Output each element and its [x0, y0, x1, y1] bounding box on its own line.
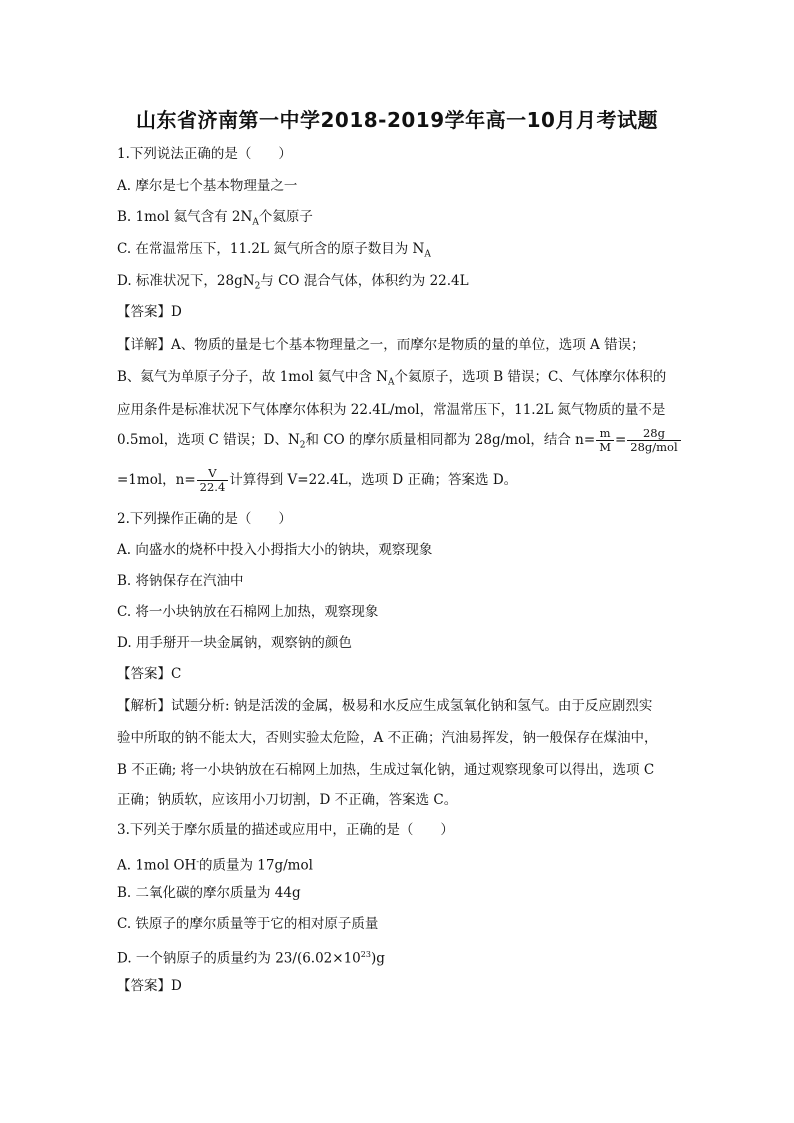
- q2-explanation-line-2: 验中所取的钠不能太大，否则实验太危险，A 不正确；汽油易挥发，钠一般保存在煤油中，: [117, 730, 658, 746]
- q2-explanation-line-3: B 不正确; 将一小块钠放在石棉网上加热，生成过氧化钠，通过观察现象可以得出，选项 C: [117, 762, 655, 778]
- question-2-stem: 2.下列操作正确的是（ ）: [117, 511, 292, 527]
- q2-explanation-line-4: 正确；钠质软，应该用小刀切割，D 不正确，答案选 C。: [117, 792, 458, 808]
- q3-answer: 【答案】D: [117, 978, 182, 994]
- question-3-stem: 3.下列关于摩尔质量的描述或应用中，正确的是（ ）: [117, 822, 454, 838]
- q1-option-d: D. 标准状况下，$28gN_2$与 CO 混合气体，体积约为 22.4L: [117, 273, 469, 292]
- q2-option-c: C. 将一小块钠放在石棉网上加热，观察现象: [117, 604, 379, 620]
- q1-explanation-line-1: 【详解】A、物质的量是七个基本物理量之一，而摩尔是物质的量的单位，选项 A 错误；: [117, 337, 645, 353]
- q1-explanation-line-5: =1mol，n= $\frac{V}{22.4}$ 计算得到 V=22.4L，选项 D 正确；答案选 D。: [117, 466, 518, 494]
- q3-option-c: C. 铁原子的摩尔质量等于它的相对原子质量: [117, 916, 379, 932]
- q1-option-a: A. 摩尔是七个基本物理量之一: [117, 178, 298, 194]
- q3-option-d: D. 一个钠原子的质量约为 $23/(6.02\times 10^{23})g$: [117, 950, 385, 967]
- q2-explanation-line-1: 【解析】试题分析: 钠是活泼的金属，极易和水反应生成氢氧化钠和氢气。由于反应剧烈实: [117, 698, 653, 714]
- q3-option-a: A. 1mol OH-的质量为 17g/mol: [117, 857, 313, 874]
- fraction-m-over-M: $\frac{m}{M}$: [596, 427, 614, 454]
- q1-explanation-line-4: 0.5mol，选项 C 错误；D、$N_2$和 CO 的摩尔质量相同都为 28g/mol，结合 n= $\frac{m}{M}$ = $\frac{28g}{\text{28g/mol}}$: [117, 422, 682, 464]
- fraction-28g-over-28g-per-mol: $\frac{28g}{\text{28g/mol}}$: [627, 427, 680, 454]
- q1-explanation-line-2: B、氦气为单原子分子，故 1mol 氦气中含 $N_A$个氦原子，选项 B 错误；C、气体摩尔体积的: [117, 369, 667, 388]
- page-title: 山东省济南第一中学2018-2019学年高一10月月考试题: [136, 108, 658, 132]
- q2-option-a: A. 向盛水的烧杯中投入小拇指大小的钠块，观察现象: [117, 542, 433, 558]
- q1-option-c: C. 在常温常压下，11.2L 氮气所含的原子数目为 $N_A$: [117, 241, 431, 260]
- q1-explanation-line-3: 应用条件是标准状况下气体摩尔体积为 22.4L/mol，常温常压下，11.2L 氮气物质的量不是: [117, 402, 666, 418]
- q1-answer: 【答案】D: [117, 304, 182, 320]
- q2-answer: 【答案】C: [117, 666, 182, 682]
- fraction-V-over-22-4: $\frac{V}{22.4}$: [197, 467, 229, 494]
- q3-option-b: B. 二氧化碳的摩尔质量为 44g: [117, 885, 301, 901]
- q2-option-d: D. 用手掰开一块金属钠，观察钠的颜色: [117, 635, 352, 651]
- q2-option-b: B. 将钠保存在汽油中: [117, 573, 244, 589]
- question-1-stem: 1.下列说法正确的是（ ）: [117, 146, 292, 162]
- q1-option-b: B. 1mol 氦气含有 $2N_A$个氦原子: [117, 209, 313, 228]
